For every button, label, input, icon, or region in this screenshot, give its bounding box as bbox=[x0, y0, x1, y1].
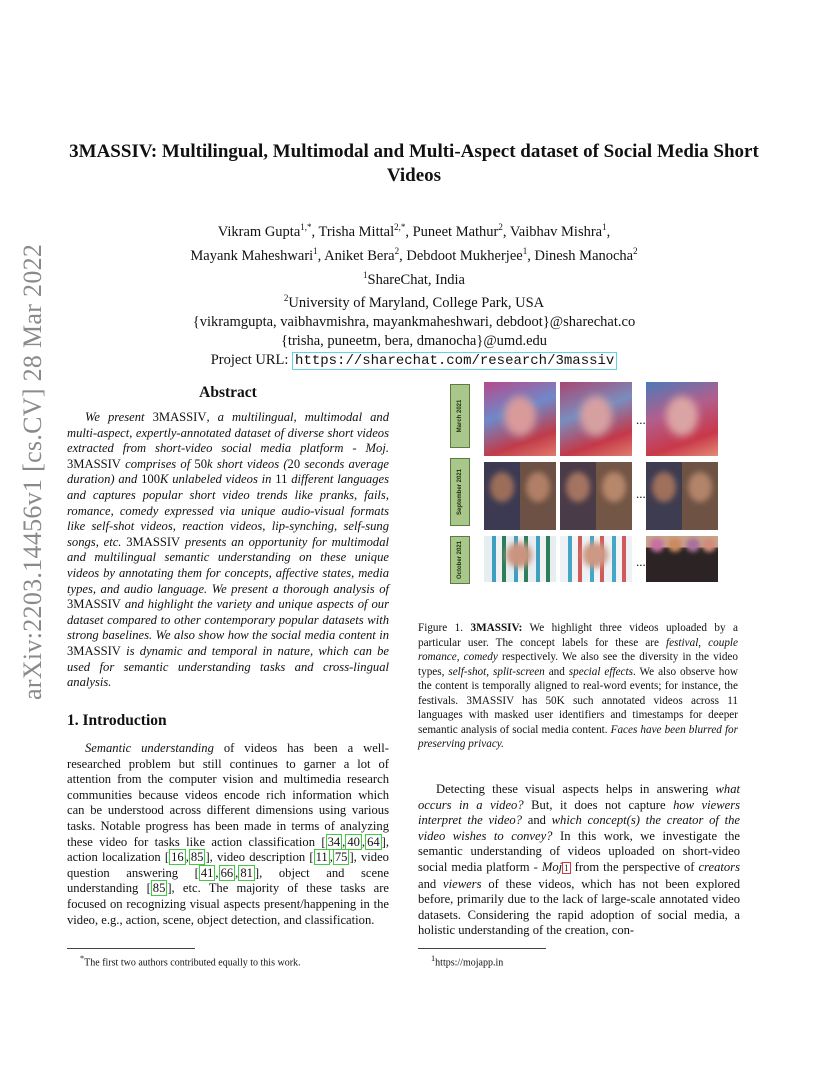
citation-link[interactable]: 11 bbox=[315, 850, 328, 865]
ellipsis: ... bbox=[636, 412, 646, 427]
caption-text: respectively. We also see the diversity in the video types, bbox=[418, 651, 738, 678]
intro-text: ], etc. The majority of these tasks are focused on recognizing visual aspects present/happening in the video, e.g., action, scene, object detection, and classification. bbox=[67, 881, 389, 927]
caption-emphasis: festival bbox=[665, 636, 699, 649]
abstract-body bbox=[67, 410, 389, 691]
caption-emphasis: special effects bbox=[568, 665, 633, 678]
citation-link[interactable]: 85 bbox=[152, 881, 166, 896]
author-line-1: Vikram Gupta$^{1,*}$, Trisha Mittal$^{2,*}$, Puneet Mathur$^2$, Vaibhav Mishra$^1$, bbox=[217, 222, 611, 240]
caption-text: , bbox=[486, 665, 493, 678]
blurred-face bbox=[688, 472, 712, 502]
abstract-text-segment: comprises of bbox=[120, 456, 195, 471]
author-sup: 2 bbox=[498, 222, 503, 232]
caption-label: Figure 1. bbox=[418, 622, 464, 634]
ellipsis: ... bbox=[636, 486, 646, 501]
abstract-text-segment: 100 bbox=[141, 472, 160, 487]
caption-emphasis: Faces have been blurred for preserving privacy. bbox=[418, 723, 739, 750]
intro-text: ], action localization [ bbox=[67, 834, 389, 865]
email-line-1: {vikramgupta, vaibhavmishra, mayankmaheshwari, debdoot}@sharechat.co bbox=[192, 314, 636, 331]
row-label-text: March 2021 bbox=[457, 399, 463, 433]
video-thumbnail-march-2 bbox=[560, 382, 632, 456]
author-sup: 2 bbox=[394, 245, 400, 256]
abstract-text-segment: k short videos ( bbox=[207, 456, 288, 471]
row-label-text: September 2021 bbox=[457, 468, 463, 516]
blurred-face bbox=[582, 542, 608, 568]
author-name: Aniket Bera bbox=[324, 247, 395, 264]
caption-text: , bbox=[698, 636, 709, 649]
blurred-face bbox=[490, 472, 514, 502]
author-name: Dinesh Manocha bbox=[534, 247, 634, 264]
abstract-text-segment: 3MASSIV bbox=[67, 597, 121, 612]
abstract-text-segment: seconds average duration) and bbox=[67, 456, 389, 487]
abstract-text-segment: 50 bbox=[194, 456, 208, 471]
body-text: and bbox=[522, 813, 552, 828]
affiliation-text: ShareChat, India bbox=[367, 271, 465, 288]
footnote-mark: 1 bbox=[431, 954, 436, 963]
caption-emphasis: comedy bbox=[463, 651, 498, 663]
affiliation-sup: 1 bbox=[363, 269, 368, 280]
intro-text: ], object and scene understanding [ bbox=[67, 865, 389, 896]
footnote-rule-right bbox=[418, 948, 546, 949]
author-sup: 2 bbox=[633, 245, 638, 256]
author-sup: 1 bbox=[602, 222, 607, 232]
abstract-text-segment: 11 bbox=[275, 472, 288, 487]
author-sup: 1,* bbox=[300, 222, 312, 232]
abstract-text-segment: is dynamic and temporal in nature, which can be used for semantic understanding tasks and cross-lingual analysis. bbox=[67, 643, 389, 690]
author-sup: 2,* bbox=[394, 222, 406, 232]
paper-title: 3MASSIV: Multilingual, Multimodal and Multi-Aspect dataset of Social Media Short Videos bbox=[69, 141, 759, 186]
caption-name: 3MASSIV: bbox=[470, 622, 523, 634]
body-text: from the perspective of bbox=[570, 859, 699, 874]
author-name: Debdoot Mukherjee bbox=[406, 247, 523, 264]
arxiv-identifier: arXiv:2203.14456v1 [cs.CV] 28 Mar 2022 bbox=[18, 243, 47, 700]
abstract-text-segment: K unlabeled videos in bbox=[159, 472, 276, 487]
video-thumbnail-october-3 bbox=[646, 536, 718, 582]
blurred-face bbox=[566, 472, 590, 502]
blurred-face bbox=[652, 472, 676, 502]
abstract-text-segment: different languages and captures popular short video trends like pranks, fails, romance, comedy expressed via unique audio-visual formats like self-shot videos, reaction videos, lip-synching, self-sung songs, etc. bbox=[67, 472, 390, 549]
right-column-body bbox=[418, 782, 740, 939]
blurred-face bbox=[506, 542, 532, 568]
abstract-text-segment: We present bbox=[85, 410, 153, 424]
body-emphasis: what occurs in a video? bbox=[418, 782, 740, 812]
project-url-link[interactable]: https://sharechat.com/research/3massiv bbox=[292, 352, 617, 370]
abstract-text-segment: presents an opportunity for multimodal and multilingual semantic understanding on these unique videos by annotating them for concepts, affective states, media types, and audio language. We present a thorough analysis of bbox=[67, 534, 390, 596]
abstract-text-segment: , a multilingual, multimodal and multi-aspect, expertly-annotated dataset of diverse short videos extracted from short-video social media platform - Moj. bbox=[67, 410, 389, 456]
caption-text: We highlight three videos uploaded by a particular user. The concept labels for these are bbox=[418, 622, 738, 649]
blurred-face bbox=[668, 538, 682, 552]
citation-link[interactable]: 85 bbox=[190, 850, 204, 865]
footnote-rule-left bbox=[67, 948, 195, 949]
affiliation-sup: 2 bbox=[283, 293, 289, 304]
intro-text: of videos has been a well-researched problem but still continues to garner a lot of attention from the computer vision and multimedia research communities because videos encode rich information which can be understood across different dimensions using various tasks. Notable progress has been made in terms of analyzing these video for tasks like action classification [ bbox=[67, 741, 390, 849]
row-label-text: October 2021 bbox=[457, 540, 463, 580]
caption-emphasis: self-shot bbox=[448, 665, 487, 678]
author-name: Puneet Mathur bbox=[412, 223, 499, 240]
body-emphasis: how viewers interpret the video? bbox=[418, 797, 740, 828]
footnote-mark: * bbox=[80, 954, 85, 963]
citation-link[interactable]: 66 bbox=[220, 865, 234, 880]
blurred-face bbox=[602, 472, 626, 502]
body-text: But, it does not capture bbox=[523, 797, 674, 812]
author-name: Mayank Maheshwari bbox=[190, 247, 314, 264]
abstract-text-segment: 20 bbox=[287, 456, 301, 471]
author-name: Vikram Gupta bbox=[217, 223, 301, 240]
body-text: In this work, we investigate the semantic understanding of videos uploaded on short-video social media platform - bbox=[418, 828, 740, 874]
caption-emphasis: split-screen bbox=[493, 665, 545, 678]
body-emphasis: Moj bbox=[541, 859, 563, 874]
intro-text: ], video question answering [ bbox=[67, 850, 389, 880]
figure-1 bbox=[450, 382, 708, 584]
body-text: of these videos, which has not been explored before, primarily due to the lack of large-scale annotated video datasets. Considering the rapid adoption of social media, a holistic understanding of the creation, con- bbox=[418, 876, 740, 938]
footnote-text: https://mojapp.in bbox=[435, 957, 504, 969]
blurred-face bbox=[526, 472, 550, 502]
video-thumbnail-october-1 bbox=[484, 536, 556, 582]
abstract-paragraph bbox=[67, 410, 389, 691]
video-thumbnail-september-2 bbox=[560, 462, 632, 530]
email-line-2: {trisha, puneetm, bera, dmanocha}@umd.edu bbox=[280, 333, 548, 350]
affiliation-text: University of Maryland, College Park, USA bbox=[288, 295, 545, 312]
caption-text: , bbox=[456, 651, 464, 663]
body-emphasis: which concept(s) the creator of the video wishes to convey? bbox=[418, 813, 740, 843]
body-text: and bbox=[418, 876, 444, 891]
abstract-text-segment: and highlight the variety and unique aspects of our dataset compared to other contemporary popular datasets with strong baselines. We also show how the social media content in bbox=[67, 597, 389, 643]
row-label-september bbox=[450, 458, 470, 526]
blurred-face bbox=[702, 538, 716, 552]
footnote-text: The first two authors contributed equally to this work. bbox=[84, 957, 301, 969]
caption-emphasis: couple romance bbox=[418, 636, 738, 663]
abstract-text-segment: 3MASSIV bbox=[126, 534, 181, 549]
blurred-face bbox=[504, 396, 536, 436]
abstract-text-segment: 3MASSIV bbox=[67, 456, 121, 471]
caption-text: and bbox=[544, 665, 569, 678]
citation-link[interactable]: 34 bbox=[327, 834, 341, 849]
blurred-face bbox=[686, 538, 700, 552]
blurred-face bbox=[650, 538, 664, 552]
author-line-2: Mayank Maheshwari$^1$, Aniket Bera$^2$, Debdoot Mukherjee$^1$, Dinesh Manocha$^2$ bbox=[190, 245, 638, 264]
video-thumbnail-october-2 bbox=[560, 536, 632, 582]
footnote-link[interactable]: 1 bbox=[564, 862, 569, 873]
figure-caption bbox=[418, 621, 738, 752]
body-text: Detecting these visual aspects helps in answering bbox=[436, 782, 716, 796]
citation-link[interactable]: 81 bbox=[240, 865, 253, 880]
introduction-body: Semantic understanding of videos has been a well-researched problem but still continues to garner a lot of attention from the computer vision and multimedia research communities because videos encode rich information which can be understood across different dimensions using various tasks. Notable progress has been made in terms of analyzing these video for tasks like action classification [ 34 , 40 , 64 ], action localization [ 16 , 85 ], video description [ 11 , 75 ], video question answering [ 41 , 66 , 81 ], object and scene understanding [ 85 ], etc. The majority of these tasks are focused on recognizing visual aspects present/happening in the video, e.g., action, scene, object detection, and classification. bbox=[67, 741, 390, 927]
abstract-text-segment: 3MASSIV bbox=[67, 643, 121, 658]
citation-link[interactable]: 41 bbox=[200, 865, 214, 880]
author-name: Vaibhav Mishra bbox=[509, 223, 603, 240]
author-sup: 1 bbox=[313, 245, 318, 256]
caption-text: . We also observe how the content is temporally aligned to real-word events; for instance, the festivals. 3MASSIV has 50K such annotated videos across 11 languages with masked user identifiers and timestamps for deeper semantic analysis of social media content. bbox=[418, 665, 739, 736]
citation-link[interactable]: 16 bbox=[171, 850, 184, 865]
row-label-october bbox=[450, 536, 470, 584]
video-thumbnail-march-1 bbox=[484, 382, 556, 456]
project-url-line bbox=[100, 351, 728, 371]
author-sup: 1 bbox=[522, 245, 528, 256]
affiliation-1 bbox=[100, 266, 728, 290]
footnote-right bbox=[431, 953, 731, 969]
blurred-face bbox=[580, 396, 612, 436]
blurred-face bbox=[666, 396, 698, 436]
intro-text: ], video description [ bbox=[205, 850, 314, 865]
citation-link[interactable]: 75 bbox=[334, 850, 348, 865]
video-thumbnail-march-3 bbox=[646, 382, 718, 456]
affiliation-2 bbox=[100, 289, 728, 313]
author-block bbox=[100, 218, 728, 371]
project-url-label: Project URL: bbox=[210, 352, 289, 369]
video-thumbnail-september-3 bbox=[646, 462, 718, 530]
footnote-left bbox=[80, 953, 390, 969]
video-thumbnail-september-1 bbox=[484, 462, 556, 530]
row-label-march bbox=[450, 384, 470, 448]
introduction-heading: 1. Introduction bbox=[67, 712, 167, 729]
intro-emphasis: Semantic understanding bbox=[85, 741, 214, 755]
body-emphasis: viewers bbox=[443, 876, 482, 891]
author-name: Trisha Mittal bbox=[318, 223, 395, 240]
citation-link[interactable]: 40 bbox=[347, 834, 360, 849]
abstract-text-segment: 3MASSIV bbox=[152, 410, 207, 424]
ellipsis: ... bbox=[636, 554, 646, 569]
citation-link[interactable]: 64 bbox=[367, 834, 380, 849]
body-emphasis: creators bbox=[698, 859, 740, 874]
abstract-heading: Abstract bbox=[199, 384, 257, 401]
